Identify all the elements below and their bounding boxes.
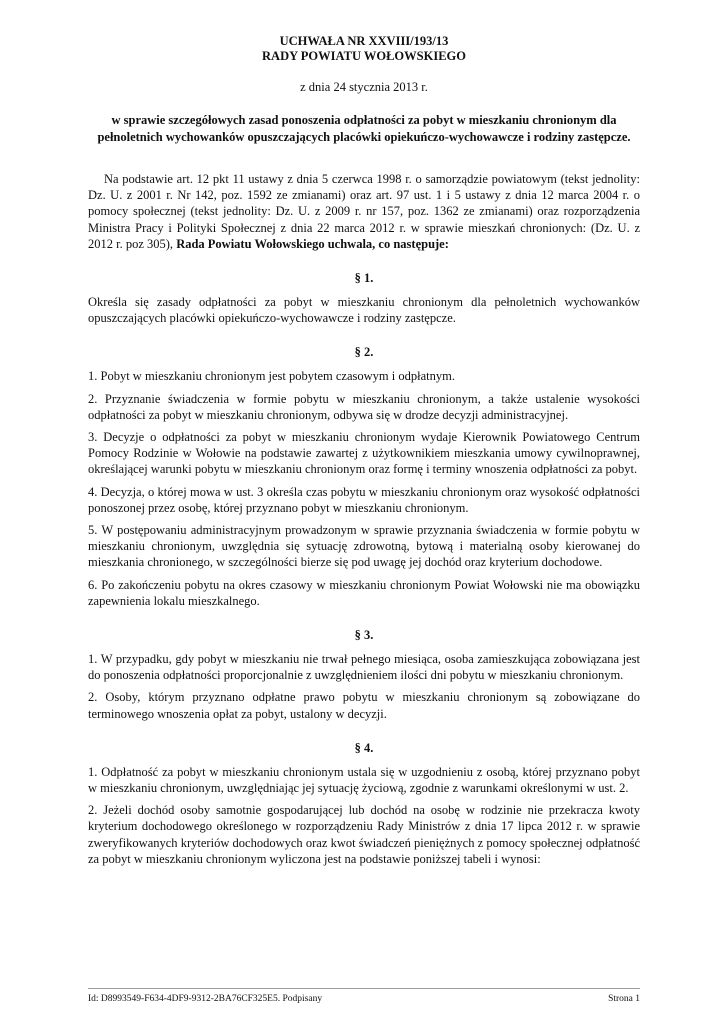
section-title: § 2.: [354, 345, 374, 360]
footer-divider: [88, 988, 640, 989]
resolution-number: UCHWAŁA NR XXVIII/193/13: [279, 34, 449, 48]
paragraph: 2. Przyznanie świadczenia w formie pobytu w mieszkaniu chronionym, a także ustalenie wysokości odpłatności za pobyt w mieszkaniu chronionym, odbywa się w drodze decyzji administracyjnej.: [88, 391, 640, 422]
section-title: § 3.: [354, 628, 374, 643]
paragraph: 1. W przypadku, gdy pobyt w mieszkaniu nie trwał pełnego miesiąca, osoba zamieszkująca zobowiązana jest do ponoszenia odpłatności proporcjonalnie z uwzględnieniem ilości dni pobytu w mieszkaniu chronionym.: [88, 652, 640, 683]
paragraph: 6. Po zakończeniu pobytu na okres czasowy w mieszkaniu chronionym Powiat Wołowski nie ma obowiązku zapewnienia lokalu mieszkalnego.: [88, 577, 640, 608]
resolution-date: z dnia 24 stycznia 2013 r.: [300, 80, 428, 94]
preamble: [88, 171, 640, 252]
document-id: Id: D8993549-F634-4DF9-9312-2BA76CF325E5. Podpisany: [88, 994, 323, 1004]
resolution-subject: w sprawie szczegółowych zasad ponoszenia odpłatności za pobyt w mieszkaniu chronionym dla pełnoletnich wychowanków opuszczających placówki opiekuńczo-wychowawcze i rodziny zastępcze.: [97, 113, 631, 144]
section-title: § 4.: [354, 740, 374, 755]
section-2: [88, 345, 640, 609]
paragraph: 2. Jeżeli dochód osoby samotnie gospodarującej lub dochód na osobę w rodzinie nie przekracza kwoty kryterium dochodowego określonego w rozporządzeniu Rady Ministrów z dnia 17 lipca 2012 r. w sprawie zweryfikowanych kryteriów dochodowych oraz kwot świadczeń pieniężnych z pomocy społecznej odpłatność za pobyt w mieszkaniu chronionym wyliczona jest na podstawie poniższej tabeli i wynosi:: [88, 803, 640, 866]
paragraph: 1. Odpłatność za pobyt w mieszkaniu chronionym ustala się w uzgodnieniu z osobą, której przyznano pobyt w mieszkaniu chronionym, uwzględniając jej sytuację życiową, zgodnie z warunkami określonymi w ust. 2.: [88, 764, 640, 796]
page-number: Strona 1: [608, 994, 640, 1004]
paragraph: 5. W postępowaniu administracyjnym prowadzonym w sprawie przyznania świadczenia w formie pobytu w mieszkaniu chronionym, uwzględnia się sytuację zdrowotną, bytową i materialną osoby kierowanej do mieszkania chronionego, w szczególności bierze się pod uwagę jej dochód oraz kryterium dochodowe.: [88, 523, 640, 570]
section-title: § 1.: [354, 271, 374, 286]
paragraph: 2. Osoby, którym przyznano odpłatne prawo pobytu w mieszkaniu chronionym są zobowiązane do terminowego wnoszenia opłat za pobyt, ustalony w decyzji.: [88, 690, 640, 721]
section-4: [88, 741, 640, 867]
document-page: [88, 34, 640, 873]
section-1: [88, 271, 640, 326]
preamble-text: Na podstawie art. 12 pkt 11 ustawy z dnia 5 czerwca 1998 r. o samorządzie powiatowym (tekst jednolity: Dz. U. z 2001 r. Nr 142, poz. 1592 ze zmianami) oraz art. 97 ust. 1 i 5 ustawy z dnia 12 marca 2004 r. o pomocy społecznej (tekst jednolity: Dz. U. z 2009 r. nr 157, poz. 1362 ze zmianami) oraz rozporządzenia Ministra Pracy i Polityki Społecznej z dnia 22 marca 2012 r. w sprawie mieszkań chronionych: (Dz. U. z 2012 r. poz 305),: [88, 172, 640, 251]
section-3: [88, 628, 640, 722]
paragraph: Określa się zasady odpłatności za pobyt w mieszkaniu chronionym dla pełnoletnich wychowanków opuszczających placówki opiekuńczo-wychowawcze i rodziny zastępcze.: [88, 295, 640, 326]
council-name: RADY POWIATU WOŁOWSKIEGO: [262, 49, 466, 63]
paragraph: 4. Decyzja, o której mowa w ust. 3 określa czas pobytu w mieszkaniu chronionym oraz wysokość odpłatności ponoszonej przez osobę, której przyznano pobyt w mieszkaniu chronionym.: [88, 484, 640, 515]
paragraph: 3. Decyzje o odpłatności za pobyt w mieszkaniu chronionym wydaje Kierownik Powiatowego Centrum Pomocy Rodzinie w Wołowie na podstawie zawartej z użytkownikiem mieszkania umowy cywilnoprawnej, określającej warunki pobytu w mieszkaniu chronionym oraz formę i terminy wnoszenia odpłatności za pobyt.: [88, 430, 640, 477]
paragraph: 1. Pobyt w mieszkaniu chronionym jest pobytem czasowym i odpłatnym.: [88, 369, 455, 384]
preamble-bold: Rada Powiatu Wołowskiego uchwala, co następuje:: [176, 236, 449, 251]
